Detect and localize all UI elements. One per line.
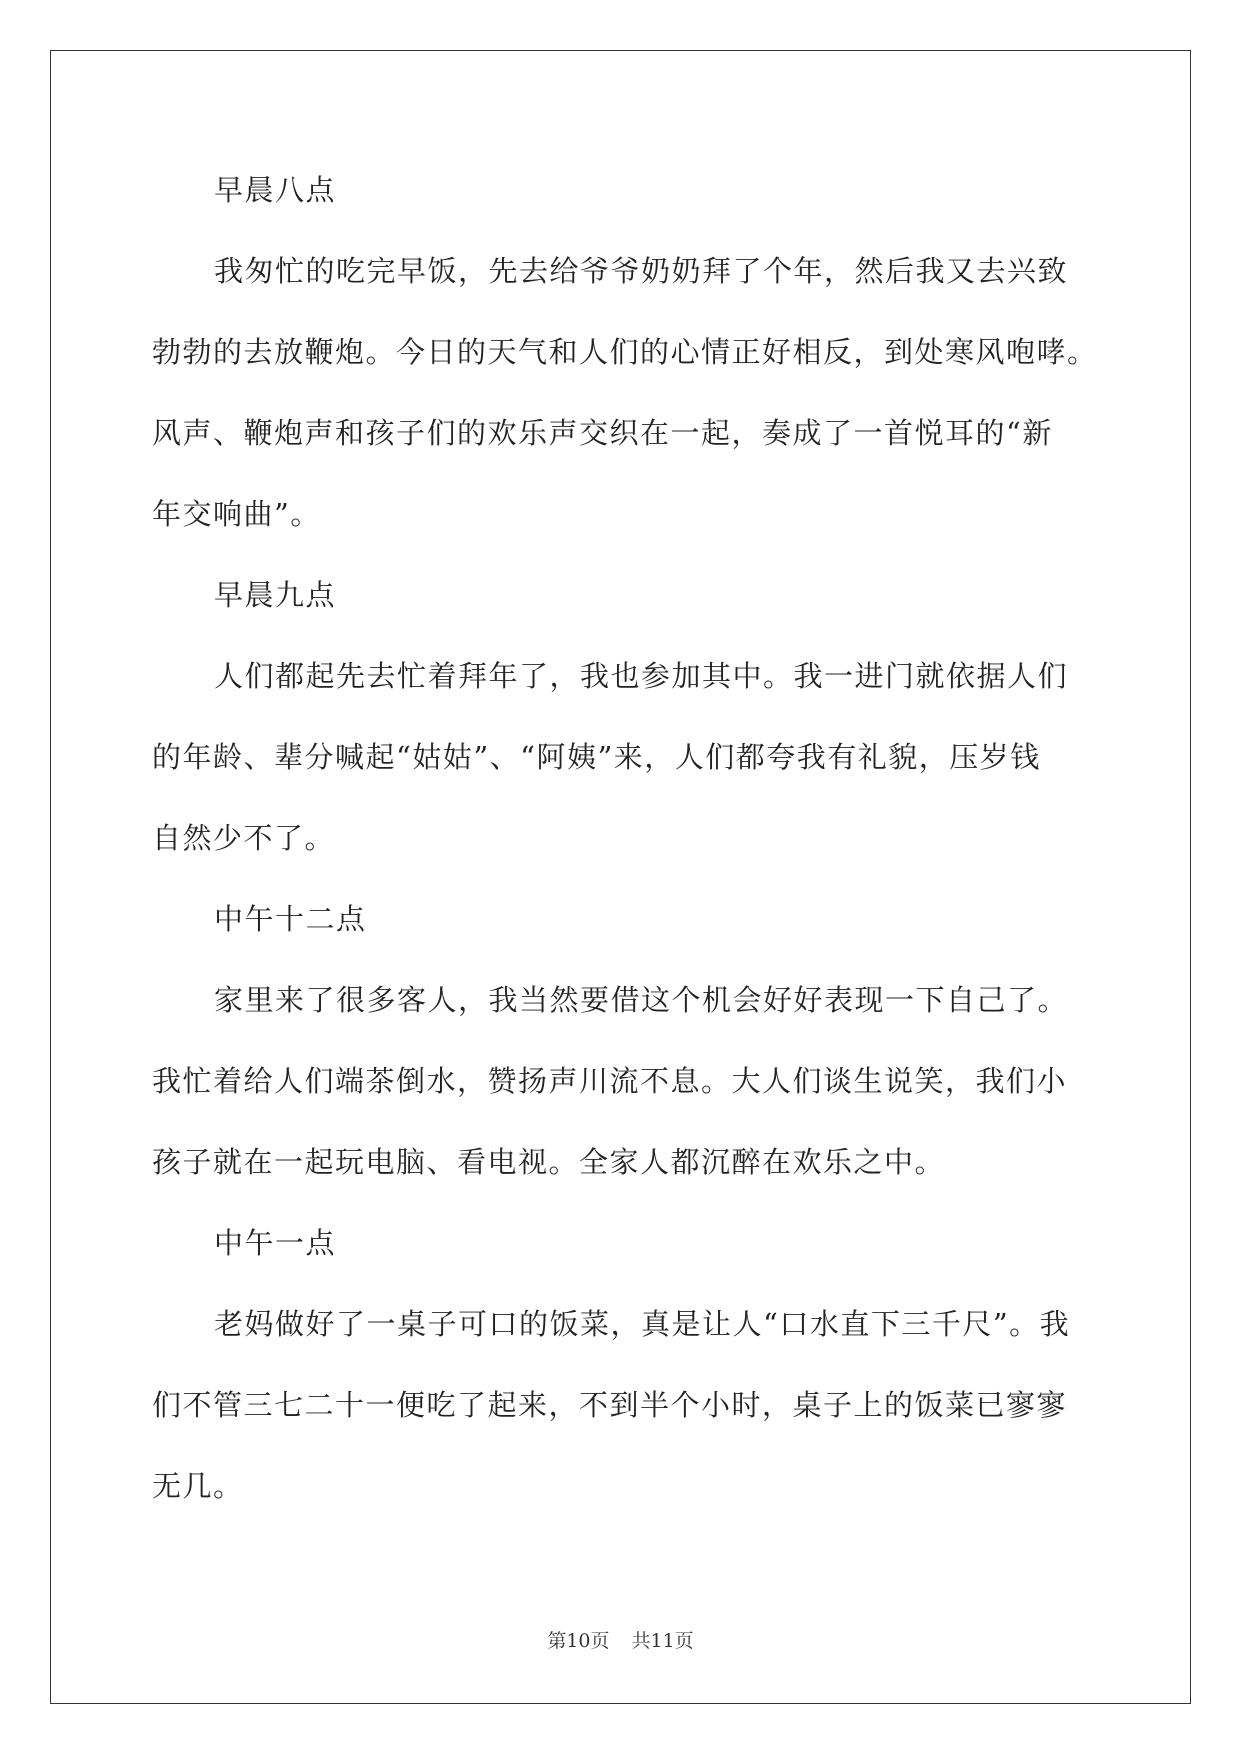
section-heading: 早晨八点 xyxy=(214,173,337,207)
paragraph-line: 年交响曲”。 xyxy=(152,497,321,531)
paragraph-line: 的年龄、辈分喊起“姑姑”、“阿姨”来，人们都夸我有礼貌，压岁钱 xyxy=(152,740,1041,774)
page-footer xyxy=(0,1626,1241,1653)
section-heading: 中午一点 xyxy=(214,1226,337,1260)
paragraph-line: 自然少不了。 xyxy=(152,821,336,855)
document-body xyxy=(152,150,1098,1527)
paragraph-line: 无几。 xyxy=(152,1469,244,1503)
section-heading: 中午十二点 xyxy=(214,902,367,936)
paragraph-line: 老妈做好了一桌子可口的饭菜，真是让人“口水直下三千尺”。我 xyxy=(214,1307,1071,1341)
current-page-number: 第10页 xyxy=(547,1630,610,1652)
total-page-count: 共11页 xyxy=(631,1630,694,1652)
paragraph-line: 勃勃的去放鞭炮。今日的天气和人们的心情正好相反，到处寒风咆哮。 xyxy=(152,335,1098,369)
paragraph-line: 孩子就在一起玩电脑、看电视。全家人都沉醉在欢乐之中。 xyxy=(152,1145,946,1179)
paragraph-line: 我忙着给人们端茶倒水，赞扬声川流不息。大人们谈生说笑，我们小 xyxy=(152,1064,1068,1098)
paragraph-line: 们不管三七二十一便吃了起来，不到半个小时，桌子上的饭菜已寥寥 xyxy=(152,1388,1068,1422)
section-heading: 早晨九点 xyxy=(214,578,337,612)
paragraph-line: 人们都起先去忙着拜年了，我也参加其中。我一进门就依据人们 xyxy=(214,659,1069,693)
paragraph-line: 风声、鞭炮声和孩子们的欢乐声交织在一起，奏成了一首悦耳的“新 xyxy=(152,416,1053,450)
paragraph-line: 家里来了很多客人，我当然要借这个机会好好表现一下自己了。 xyxy=(214,983,1069,1017)
paragraph-line: 我匆忙的吃完早饭，先去给爷爷奶奶拜了个年，然后我又去兴致 xyxy=(214,254,1069,288)
